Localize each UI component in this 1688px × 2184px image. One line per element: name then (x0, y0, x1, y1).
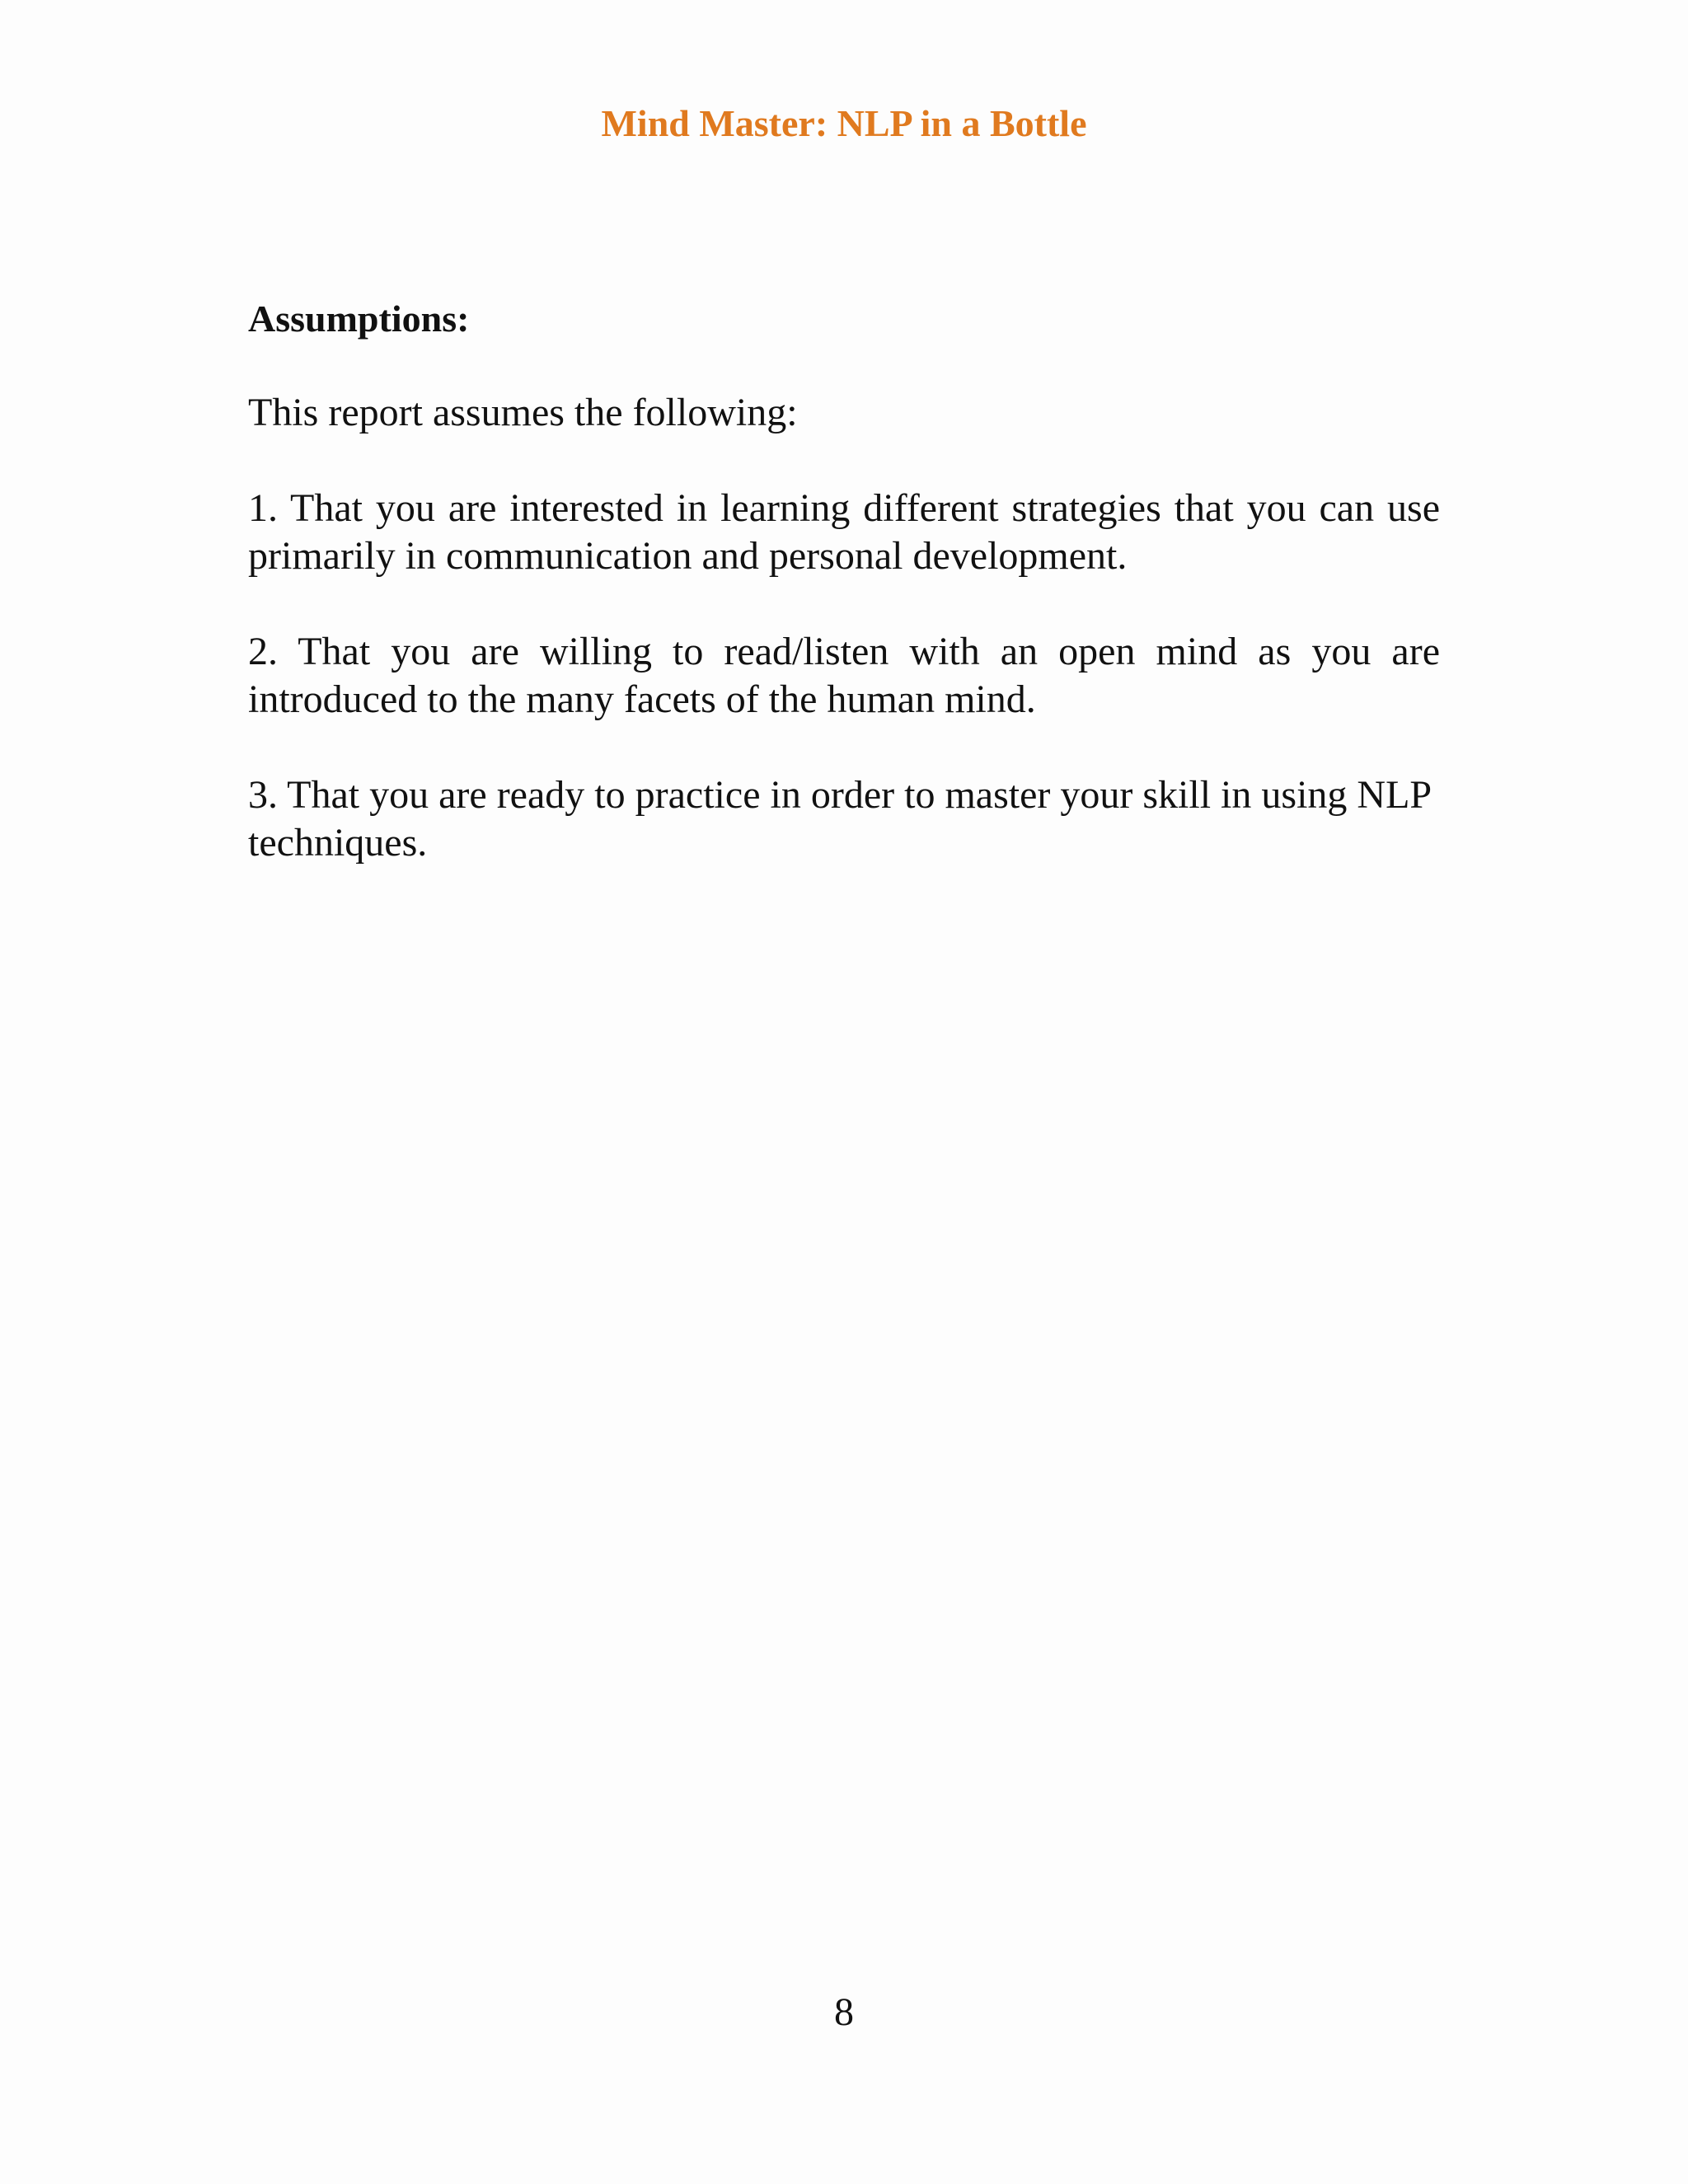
page-content (248, 295, 1440, 915)
assumption-item-2: 2. That you are willing to read/listen with an open mind as you are introduced to the many facets of the human mind. (248, 630, 1440, 721)
section-heading: Assumptions: (248, 298, 470, 340)
running-header-title: Mind Master: NLP in a Bottle (601, 102, 1087, 144)
assumption-item-1: 1. That you are interested in learning different strategies that you can use primarily in communication and personal development. (248, 486, 1440, 578)
intro-paragraph: This report assumes the following: (248, 391, 798, 434)
page-number: 8 (834, 1990, 854, 2034)
assumption-item-3: 3. That you are ready to practice in order to master your skill in using NLP techniques. (248, 773, 1431, 865)
